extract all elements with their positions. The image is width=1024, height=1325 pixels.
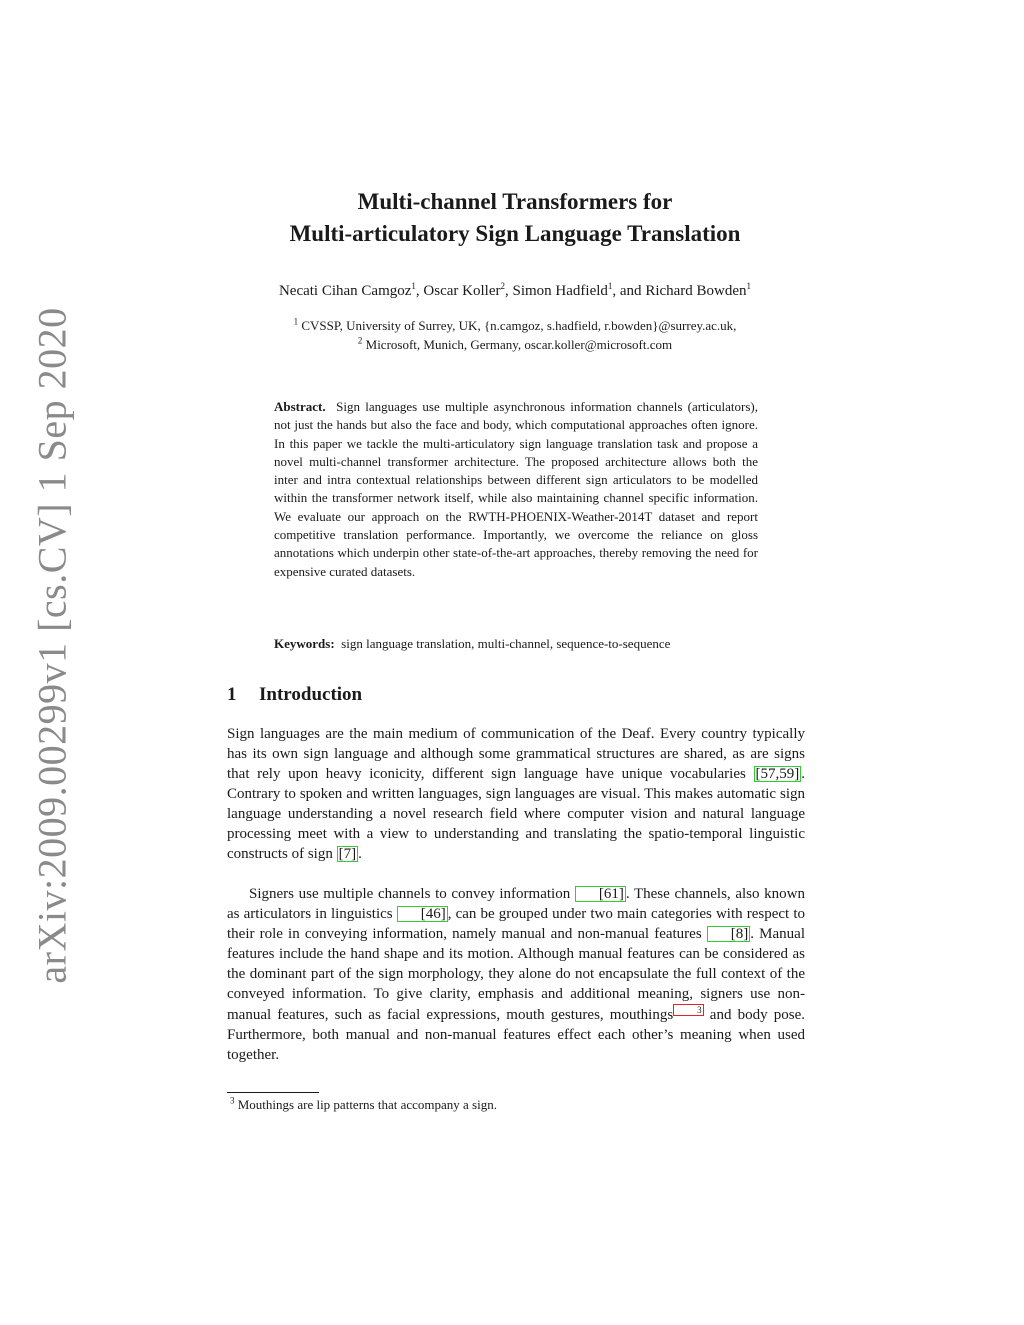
abstract-label: Abstract. (274, 399, 326, 414)
title-line-2: Multi-articulatory Sign Language Translation (289, 221, 741, 246)
author-1-affil: 1 (411, 281, 416, 291)
footnote-link[interactable]: 3 (673, 1004, 704, 1016)
affiliation-2 (180, 337, 850, 353)
keywords-text: sign language translation, multi-channel, sequence-to-sequence (341, 636, 671, 651)
author-2-affil: 2 (500, 281, 505, 291)
footnote-text: Mouthings are lip patterns that accompany a sign. (237, 1097, 497, 1112)
citation-bracket: [ (755, 766, 761, 782)
keywords (274, 636, 794, 652)
keywords-label: Keywords: (274, 636, 335, 651)
paper-title (180, 186, 850, 250)
author-1: Necati Cihan Camgoz (278, 283, 412, 299)
citation-link[interactable]: [8] (707, 926, 751, 942)
text-run: . (358, 846, 362, 862)
affiliation-1-text: CVSSP, University of Surrey, UK, {n.camgoz, s.hadfield, r.bowden}@surrey.ac.uk, (301, 318, 737, 333)
affiliation-2-number: 2 (357, 335, 363, 346)
arxiv-identifier (22, 306, 82, 984)
intro-paragraph-1 (227, 724, 805, 864)
author-separator: , (415, 283, 424, 299)
author-4: Richard Bowden (645, 283, 747, 299)
affiliation-1-number: 1 (293, 316, 299, 327)
citation-number: 57 (760, 766, 776, 782)
arxiv-id-text: arXiv:2009.00299v1 [cs.CV] 1 Sep 2020 (29, 306, 75, 984)
section-title: Introduction (259, 684, 363, 705)
text-run: , can be grouped under two main categories with respect to their role in conveying information, namely manual and non-manual features (227, 906, 805, 942)
abstract-text: Sign languages use multiple asynchronous information channels (articulators), not just the hands but also the face and body, which computational approaches often ignore. In this paper we tackle the multi-articulatory sign language translation task and propose a novel multi-channel transformer architecture. The proposed architecture allows both the inter and intra contextual relationships between different sign articulators to be modelled within the transformer network itself, while also maintaining channel specific information. We evaluate our approach on the RWTH-PHOENIX-Weather-2014T dataset and report competitive translation performance. Importantly, we overcome the reliance on gloss annotations which underpin other state-of-the-art approaches, thereby removing the need for expensive curated datasets. (274, 399, 758, 579)
author-4-affil: 1 (746, 281, 752, 291)
author-list (180, 283, 850, 300)
citation-link[interactable] (754, 766, 802, 782)
text-run: Sign languages are the main medium of communication of the Deaf. Every country typically has its own sign language and although some grammatical structures are shared, as are signs that rely upon heavy iconicity, different sign language have unique vocabularies (227, 726, 805, 782)
section-number: 1 (227, 684, 237, 705)
text-run: . These channels, also known as articulators in linguistics (227, 886, 805, 922)
citation-link[interactable]: [7] (338, 846, 357, 862)
citation-separator: , (775, 766, 780, 782)
text-run: and body pose. Furthermore, both manual and non-manual features effect each other’s meaning when used together. (227, 1007, 805, 1063)
citation-bracket: ] (794, 766, 800, 782)
affiliation-1 (180, 318, 850, 334)
author-3: Simon Hadfield (512, 283, 608, 299)
intro-paragraph-2 (227, 884, 805, 1065)
author-3-affil: 1 (607, 281, 613, 291)
section-heading (227, 684, 362, 706)
footnote-number: 3 (230, 1095, 235, 1106)
author-2: Oscar Koller (423, 283, 501, 299)
citation-link[interactable]: [61] (575, 886, 626, 902)
footnote-divider (227, 1092, 319, 1093)
title-line-1: Multi-channel Transformers for (357, 189, 673, 214)
abstract (274, 398, 758, 581)
citation-link[interactable]: [46] (397, 906, 448, 922)
footnote (230, 1097, 497, 1113)
text-run: . Contrary to spoken and written languages, sign languages are visual. This makes automatic sign language understanding a novel research field where computer vision and natural language processing meet with a view to understanding and translating the spatio-temporal linguistic constructs of sign (227, 766, 805, 862)
author-separator-and: , and (612, 283, 646, 299)
text-run: Signers use multiple channels to convey information (249, 886, 575, 902)
text-run: . Manual features include the hand shape and its motion. Although manual features can be considered as the dominant part of the sign morphology, they alone do not encapsulate the full context of the conveyed information. To give clarity, emphasis and additional meaning, signers use non-manual features, such as facial expressions, mouth gestures, mouthings (227, 926, 805, 1023)
affiliation-2-text: Microsoft, Munich, Germany, oscar.koller@microsoft.com (365, 337, 673, 352)
author-separator: , (504, 283, 513, 299)
citation-number: 59 (779, 766, 795, 782)
